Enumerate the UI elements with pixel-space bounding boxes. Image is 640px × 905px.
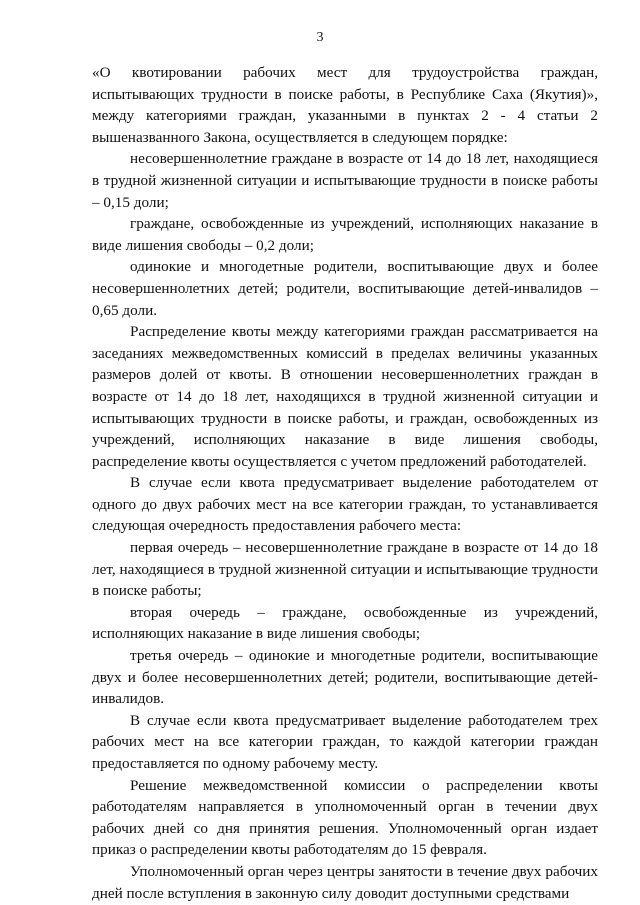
document-body bbox=[92, 62, 598, 904]
paragraph-released-share: граждане, освобожденные из учреждений, исполняющих наказание в виде лишения свободы – 0,2 доли; bbox=[92, 215, 598, 254]
page-number: 3 bbox=[316, 30, 324, 45]
paragraph-commission-decision: Решение межведомственной комиссии о распределении квоты работодателям направляется в уполномоченный орган в течении двух рабочих дней со дня принятия решения. Уполномоченный орган издает приказ о распределении квоты работодателям до 15 февраля. bbox=[92, 776, 598, 859]
paragraph-third-priority: третья очередь – одинокие и многодетные родители, воспитывающие двух и более несовершеннолетних детей; родители, воспитывающие детей-инвалидов. bbox=[92, 647, 598, 708]
paragraph-first-priority: первая очередь – несовершеннолетние граждане в возрасте от 14 до 18 лет, находящиеся в трудной жизненной ситуации и испытывающие трудности в поиске работы; bbox=[92, 539, 598, 600]
paragraph-two-places-rule: В случае если квота предусматривает выделение работодателем от одного до двух рабочих мест на все категории граждан, то устанавливается следующая очередность предоставления рабочего места: bbox=[92, 474, 598, 535]
paragraph-second-priority: вторая очередь – граждане, освобожденные из учреждений, исполняющих наказание в виде лишения свободы; bbox=[92, 603, 598, 643]
paragraph-law-reference: «О квотировании рабочих мест для трудоустройства граждан, испытывающих трудности в поиске работы, в Республике Саха (Якутия)», между категориями граждан, указанными в пунктах 2 - 4 статьи 2 вышеназванного Закона, осуществляется в следующем порядке: bbox=[92, 64, 598, 146]
paragraph-parents-share: одинокие и многодетные родители, воспитывающие двух и более несовершеннолетних детей; родители, воспитывающие детей-инвалидов – 0,65 доли. bbox=[92, 258, 598, 319]
paragraph-quota-distribution: Распределение квоты между категориями граждан рассматривается на заседаниях межведомственных комиссий в пределах величины указанных размеров долей от квоты. В отношении несовершеннолетних граждан в возрасте от 14 до 18 лет, находящихся в трудной жизненной ситуации и испытывающих трудности в поиске работы, и граждан, освобожденных из учреждений, исполняющих наказание в виде лишения свободы, распределение квоты осуществляется с учетом предложений работодателей. bbox=[92, 323, 598, 470]
paragraph-employment-centers: Уполномоченный орган через центры занятости в течение двух рабочих дней после вступления в законную силу доводит доступными средствами bbox=[92, 862, 598, 902]
paragraph-three-places-rule: В случае если квота предусматривает выделение работодателем трех рабочих мест на все категории граждан, то каждой категории граждан предоставляется по одному рабочему месту. bbox=[92, 711, 598, 772]
paragraph-minors-share: несовершеннолетние граждане в возрасте от 14 до 18 лет, находящиеся в трудной жизненной ситуации и испытывающие трудности в поиске работы – 0,15 доли; bbox=[92, 150, 598, 211]
